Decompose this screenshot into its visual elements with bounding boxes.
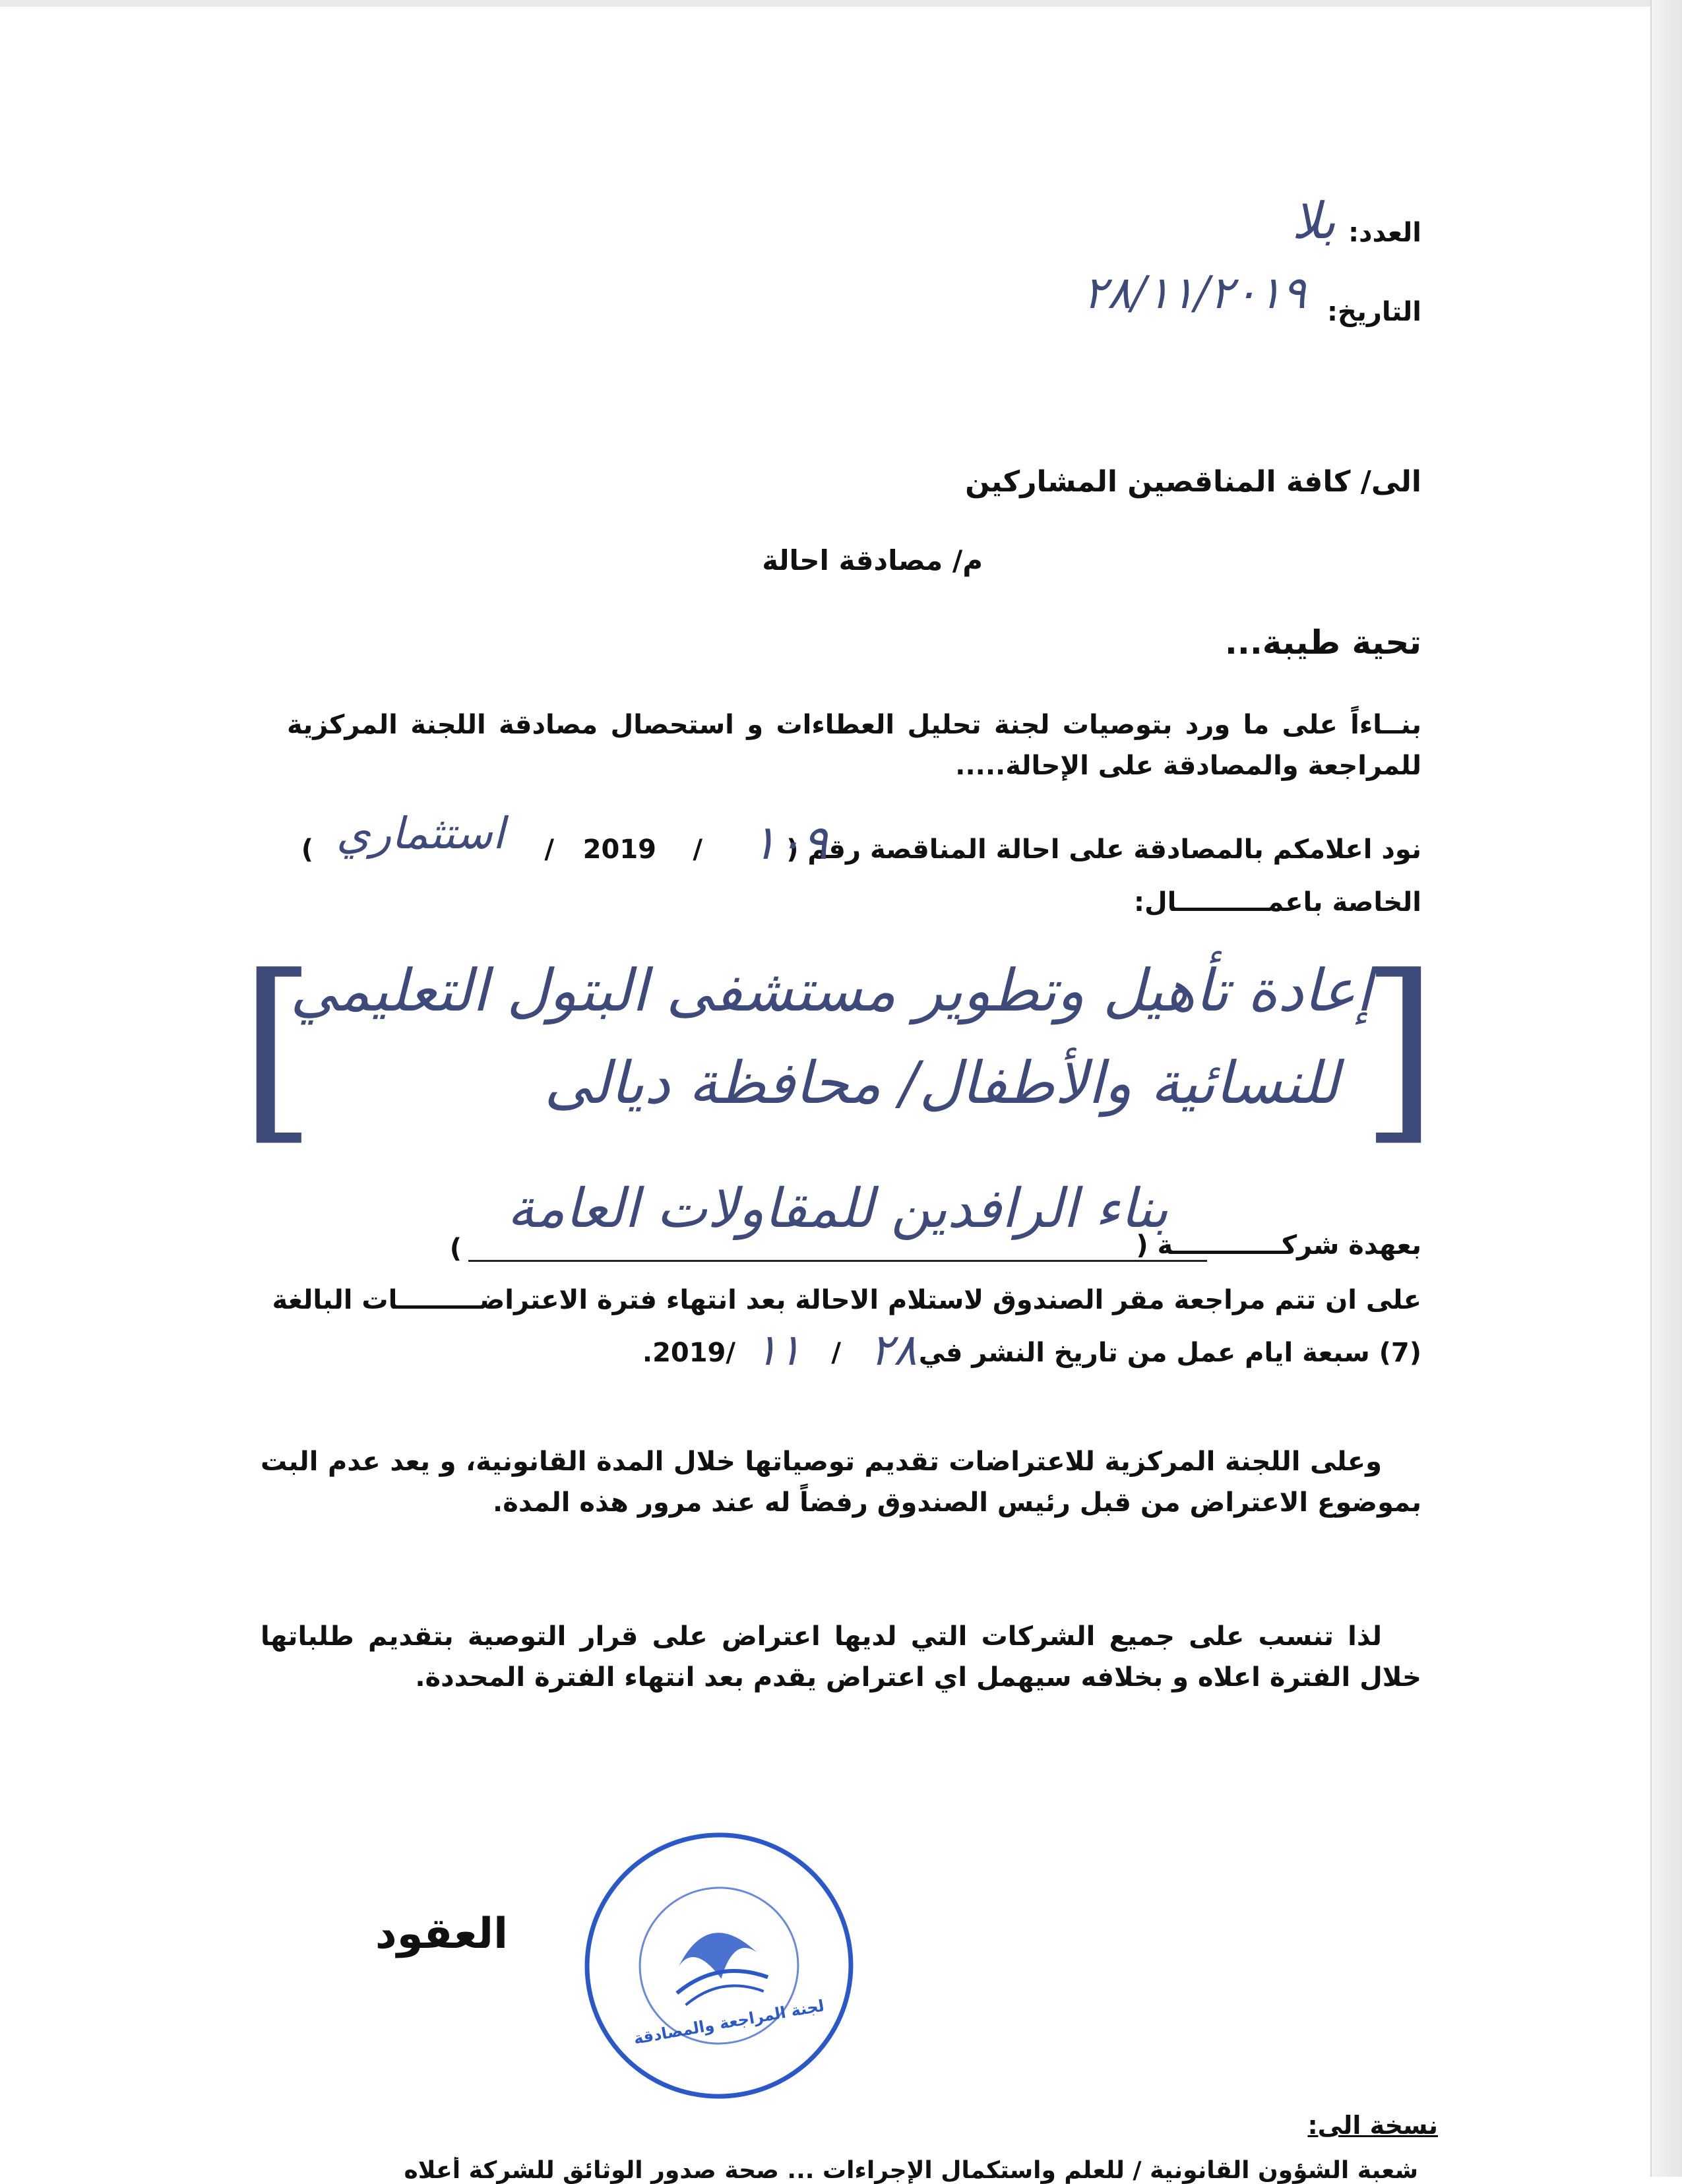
- publish-month-handwritten: ١١: [755, 1325, 801, 1375]
- review-line-2-prefix: (7) سبعة ايام عمل من تاريخ النشر في: [918, 1338, 1421, 1368]
- stamp-outer-text: صندوق إعادة إعمار المناطق المتضررة من العمليات الإرهابية: [558, 1834, 569, 1861]
- works-handwritten-line-1: إعادة تأهيل وتطوير مستشفى البتول التعليمي: [290, 956, 1372, 1024]
- number-label: العدد:: [1348, 218, 1421, 248]
- works-handwritten-line-2: للنسائية والأطفال/ محافظة ديالى: [544, 1049, 1339, 1117]
- tender-sep-1: /: [693, 834, 702, 865]
- stamp-graphic: [559, 1805, 880, 2127]
- tender-close-paren: ): [301, 834, 313, 865]
- company-name-handwritten: بناء الرافدين للمقاولات العامة: [468, 1177, 1207, 1262]
- tender-line: [287, 808, 1421, 881]
- review-line-1: على ان تتم مراجعة مقر الصندوق لاستلام الاحالة بعد انتهاء فترة الاعتراضـــــــــات البالغة: [272, 1285, 1421, 1315]
- works-bracket-right: [: [1360, 933, 1438, 1164]
- works-bracket-left: ]: [239, 933, 317, 1164]
- tender-year: 2019: [582, 834, 656, 865]
- recipient-line: الى/ كافة المناقصين المشاركين: [965, 465, 1421, 499]
- greeting: تحية طيبة...: [1224, 623, 1421, 662]
- subject-line: م/ مصادقة احالة: [762, 544, 983, 577]
- tender-line-prefix: نود اعلامكم بالمصادقة على احالة المناقصة رقم (: [786, 834, 1421, 865]
- contracts-signature: العقود: [375, 1910, 508, 1958]
- official-seal-stamp: [559, 1805, 880, 2127]
- publish-day-handwritten: ٢٨: [870, 1325, 917, 1375]
- date-label: التاريخ:: [1327, 297, 1421, 327]
- stamp-inner-text: لجنة المراجعة والمصادقة: [632, 1996, 826, 2048]
- objection-paragraph: لذا تنسب على جميع الشركات التي لديها اعتراض على قرار التوصية بتقديم طلباتها خلال الفترة اعلاه و بخلافه سيهمل اي اعتراض يقدم بعد انتهاء الفترة المحددة.: [261, 1621, 1421, 1693]
- copy-to-label: نسخة الى:: [1307, 2111, 1438, 2140]
- publish-year: /2019.: [642, 1338, 735, 1368]
- tender-number-handwritten: ١٠٩: [751, 815, 828, 870]
- intro-paragraph: بنــاءاً على ما ورد بتوصيات لجنة تحليل العطاءات و استحصال مصادقة اللجنة المركزية للمراجعة والمصادقة على الإحالة.....: [287, 710, 1421, 781]
- committee-paragraph: وعلى اللجنة المركزية للاعتراضات تقديم توصياتها خلال المدة القانونية، و يعد عدم البت بموضوع الاعتراض من قبل رئيس الصندوق رفضاً له عند مرور هذه المدة.: [261, 1447, 1421, 1518]
- scan-page-edge: [1650, 0, 1682, 2177]
- works-label: الخاصة باعمــــــــــال:: [1133, 887, 1421, 918]
- review-line-2: [287, 1325, 1421, 1384]
- tender-sep-2: /: [544, 834, 554, 865]
- number-value-handwritten: بلا: [1292, 191, 1336, 250]
- company-label: بعهدة شركــــــــــــة (: [1136, 1230, 1421, 1261]
- svg-text:صندوق إعادة إعمار المناطق المت: [559, 1834, 569, 1860]
- scan-top-strip: [0, 0, 1652, 7]
- publish-sep-1: /: [831, 1338, 841, 1368]
- company-close-paren: ): [449, 1233, 462, 1264]
- date-value-handwritten: ٢٨/١١/٢٠١٩: [1082, 267, 1306, 319]
- copy-to-item-1: شعبة الشؤون القانونية / للعلم واستكمال الإجراءات ... صحة صدور الوثائق للشركة أعلاه: [404, 2157, 1418, 2184]
- tender-type-handwritten: استثماري: [336, 808, 505, 859]
